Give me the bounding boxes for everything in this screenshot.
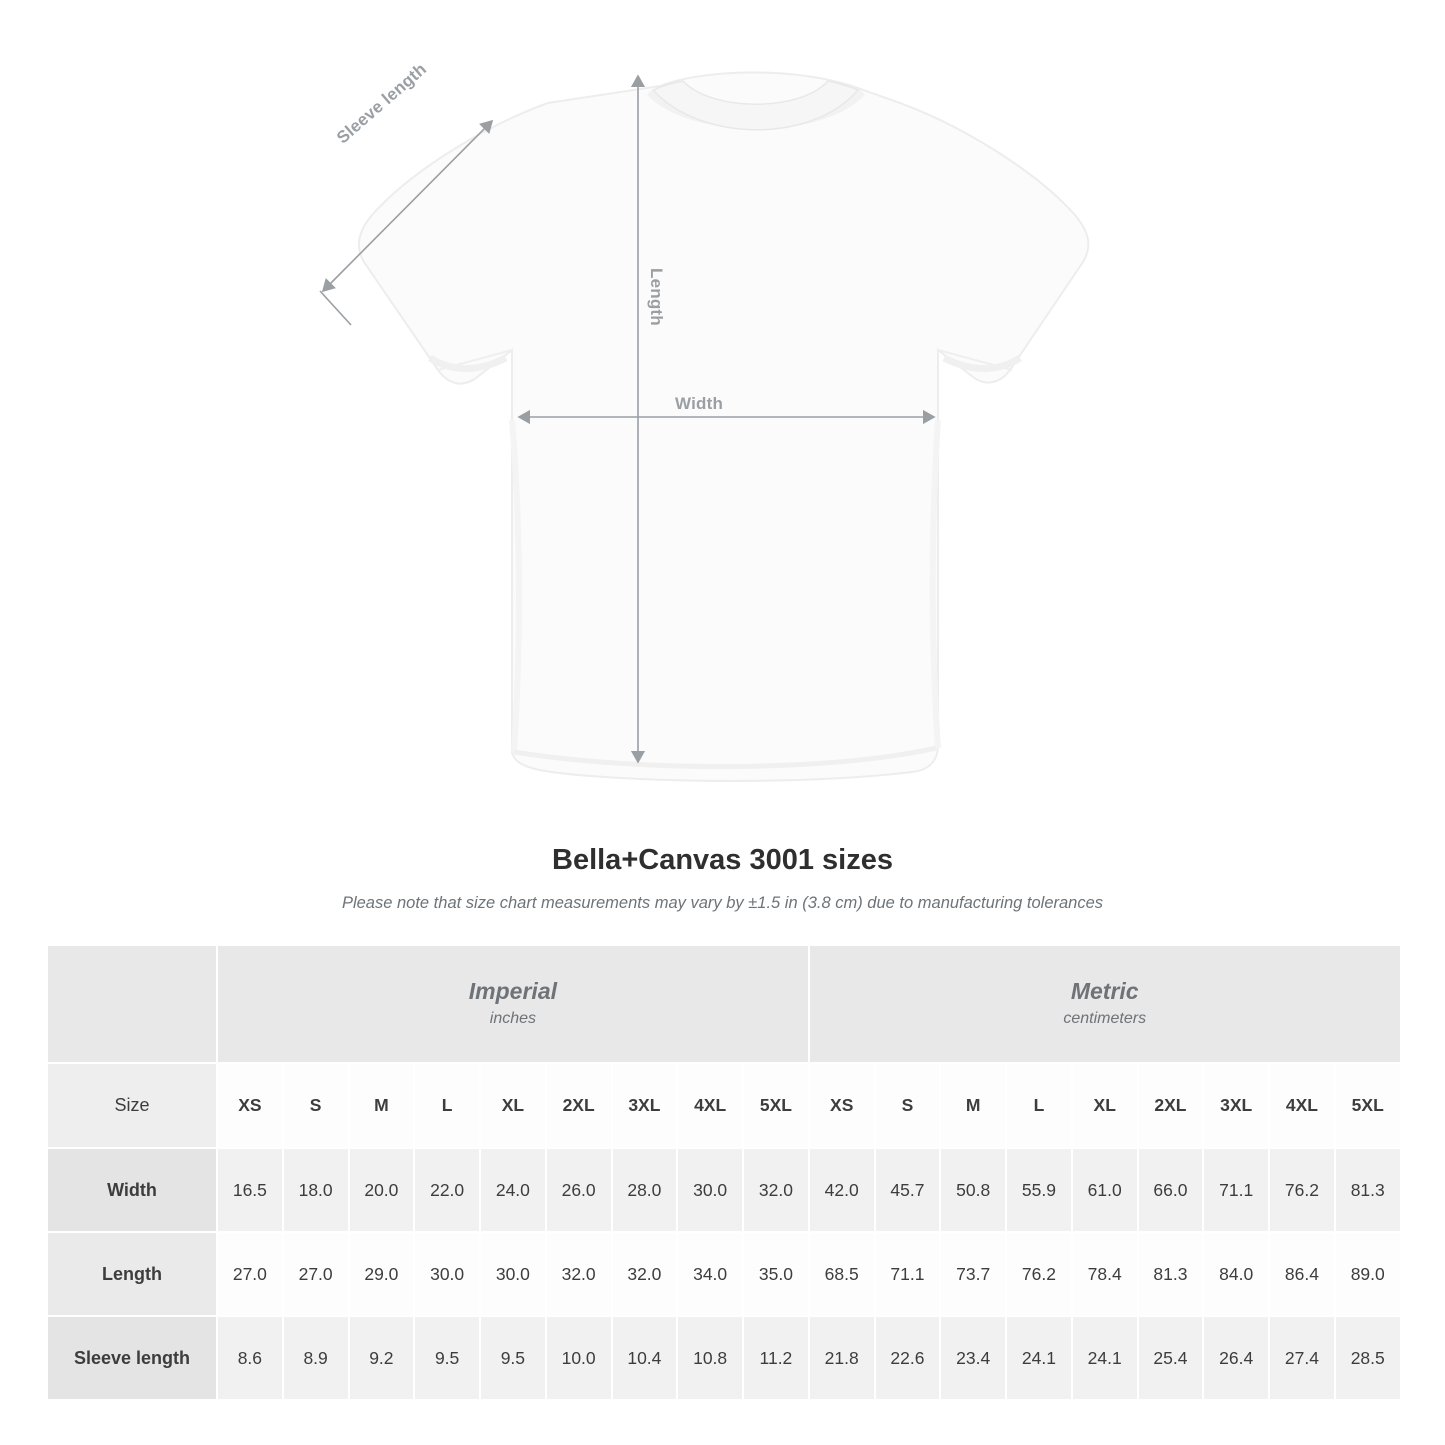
cell-length-13: 78.4 <box>1072 1232 1138 1316</box>
cell-sleeve-0: 8.6 <box>217 1316 283 1400</box>
size-col-xs-metric: XS <box>809 1063 875 1148</box>
unit-header-imperial-sub: inches <box>489 1009 537 1027</box>
size-col-5xl-imperial: 5XL <box>743 1063 809 1148</box>
cell-width-0: 16.5 <box>217 1148 283 1232</box>
cell-width-2: 20.0 <box>349 1148 415 1232</box>
cell-length-10: 71.1 <box>875 1232 941 1316</box>
cell-sleeve-15: 26.4 <box>1203 1316 1269 1400</box>
cell-width-4: 24.0 <box>480 1148 546 1232</box>
cell-width-17: 81.3 <box>1335 1148 1401 1232</box>
cell-length-8: 35.0 <box>743 1232 809 1316</box>
cell-length-11: 73.7 <box>940 1232 1006 1316</box>
size-col-4xl-metric: 4XL <box>1269 1063 1335 1148</box>
cell-length-12: 76.2 <box>1006 1232 1072 1316</box>
size-col-2xl-imperial: 2XL <box>546 1063 612 1148</box>
chart-heading <box>0 844 1445 913</box>
unit-header-metric-name: Metric <box>1070 977 1139 1004</box>
size-row-label: Size <box>47 1063 217 1148</box>
cell-sleeve-12: 24.1 <box>1006 1316 1072 1400</box>
size-col-m-metric: M <box>940 1063 1006 1148</box>
unit-header-imperial <box>217 945 809 1063</box>
size-table-wrapper <box>46 944 1399 1401</box>
unit-header-metric-sub: centimeters <box>1063 1009 1147 1027</box>
size-col-l-imperial: L <box>414 1063 480 1148</box>
size-col-xl-imperial: XL <box>480 1063 546 1148</box>
unit-header-imperial-name: Imperial <box>468 977 558 1004</box>
cell-length-9: 68.5 <box>809 1232 875 1316</box>
cell-sleeve-8: 11.2 <box>743 1316 809 1400</box>
size-col-xl-metric: XL <box>1072 1063 1138 1148</box>
cell-length-15: 84.0 <box>1203 1232 1269 1316</box>
cell-width-15: 71.1 <box>1203 1148 1269 1232</box>
tshirt-shape <box>359 72 1089 780</box>
cell-sleeve-4: 9.5 <box>480 1316 546 1400</box>
unit-header-metric <box>809 945 1401 1063</box>
size-col-l-metric: L <box>1006 1063 1072 1148</box>
cell-width-9: 42.0 <box>809 1148 875 1232</box>
cell-width-8: 32.0 <box>743 1148 809 1232</box>
table-row-length <box>47 1232 1401 1316</box>
size-col-xs-imperial: XS <box>217 1063 283 1148</box>
sleeve-length-label: Sleeve length <box>333 59 431 148</box>
cell-width-1: 18.0 <box>283 1148 349 1232</box>
cell-sleeve-7: 10.8 <box>677 1316 743 1400</box>
cell-sleeve-1: 8.9 <box>283 1316 349 1400</box>
cell-width-14: 66.0 <box>1138 1148 1204 1232</box>
cell-width-10: 45.7 <box>875 1148 941 1232</box>
row-label-length: Length <box>47 1232 217 1316</box>
size-col-3xl-metric: 3XL <box>1203 1063 1269 1148</box>
cell-length-1: 27.0 <box>283 1232 349 1316</box>
cell-sleeve-14: 25.4 <box>1138 1316 1204 1400</box>
cell-sleeve-16: 27.4 <box>1269 1316 1335 1400</box>
cell-length-16: 86.4 <box>1269 1232 1335 1316</box>
width-label: Width <box>675 394 724 413</box>
table-unit-header-row <box>47 945 1401 1063</box>
cell-sleeve-6: 10.4 <box>612 1316 678 1400</box>
cell-length-0: 27.0 <box>217 1232 283 1316</box>
size-col-4xl-imperial: 4XL <box>677 1063 743 1148</box>
cell-sleeve-5: 10.0 <box>546 1316 612 1400</box>
cell-width-7: 30.0 <box>677 1148 743 1232</box>
table-row-width <box>47 1148 1401 1232</box>
cell-length-6: 32.0 <box>612 1232 678 1316</box>
tolerance-note: Please note that size chart measurements may vary by ±1.5 in (3.8 cm) due to manufacturing tolerances <box>341 894 1104 912</box>
cell-width-13: 61.0 <box>1072 1148 1138 1232</box>
row-label-sleeve-length: Sleeve length <box>47 1316 217 1400</box>
size-col-5xl-metric: 5XL <box>1335 1063 1401 1148</box>
cell-length-17: 89.0 <box>1335 1232 1401 1316</box>
cell-length-7: 34.0 <box>677 1232 743 1316</box>
cell-sleeve-9: 21.8 <box>809 1316 875 1400</box>
table-size-header-row <box>47 1063 1401 1148</box>
cell-length-3: 30.0 <box>414 1232 480 1316</box>
unit-header-spacer <box>47 945 217 1063</box>
cell-length-2: 29.0 <box>349 1232 415 1316</box>
cell-width-16: 76.2 <box>1269 1148 1335 1232</box>
cell-length-5: 32.0 <box>546 1232 612 1316</box>
size-col-2xl-metric: 2XL <box>1138 1063 1204 1148</box>
cell-sleeve-11: 23.4 <box>940 1316 1006 1400</box>
cell-length-4: 30.0 <box>480 1232 546 1316</box>
table-row-sleeve-length <box>47 1316 1401 1400</box>
cell-width-11: 50.8 <box>940 1148 1006 1232</box>
row-label-width: Width <box>47 1148 217 1232</box>
size-col-s-imperial: S <box>283 1063 349 1148</box>
size-col-m-imperial: M <box>349 1063 415 1148</box>
size-table <box>46 944 1402 1401</box>
cell-sleeve-13: 24.1 <box>1072 1316 1138 1400</box>
cell-sleeve-3: 9.5 <box>414 1316 480 1400</box>
size-col-3xl-imperial: 3XL <box>612 1063 678 1148</box>
cell-sleeve-17: 28.5 <box>1335 1316 1401 1400</box>
cell-width-5: 26.0 <box>546 1148 612 1232</box>
cell-width-3: 22.0 <box>414 1148 480 1232</box>
cell-length-14: 81.3 <box>1138 1232 1204 1316</box>
cell-width-6: 28.0 <box>612 1148 678 1232</box>
page-title: Bella+Canvas 3001 sizes <box>552 844 893 876</box>
length-label: Length <box>647 268 666 326</box>
cell-width-12: 55.9 <box>1006 1148 1072 1232</box>
cell-sleeve-2: 9.2 <box>349 1316 415 1400</box>
cell-sleeve-10: 22.6 <box>875 1316 941 1400</box>
size-col-s-metric: S <box>875 1063 941 1148</box>
